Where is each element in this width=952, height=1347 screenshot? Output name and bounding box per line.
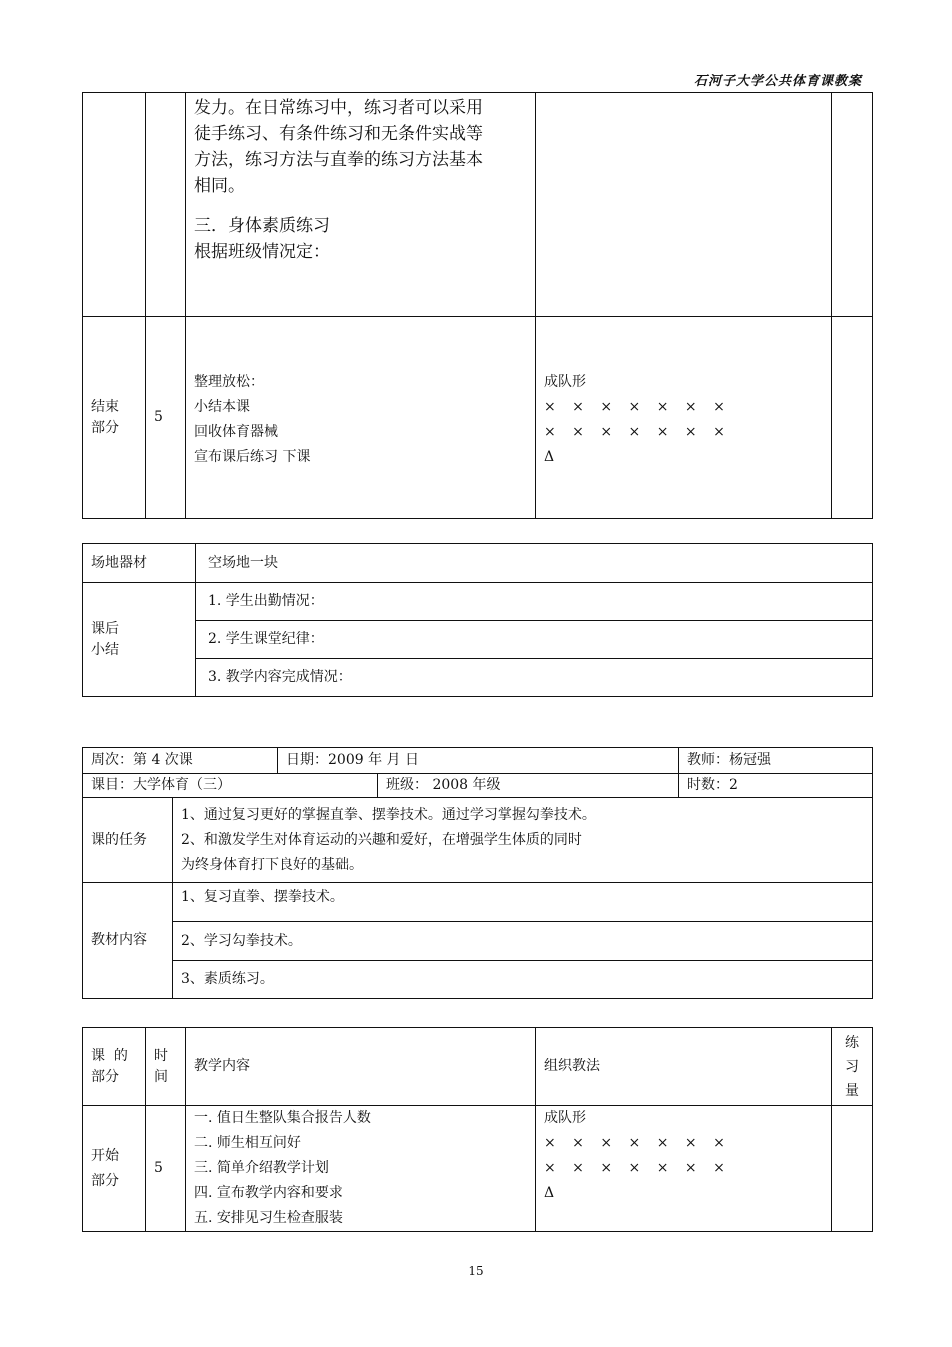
task-line: 为终身体育打下良好的基础。	[181, 856, 363, 873]
cont-content-cell	[186, 93, 536, 317]
end-org-cell	[536, 317, 832, 519]
lesson-info-table	[82, 747, 873, 999]
cont-amount-cell	[832, 93, 873, 317]
start-time-cell: 5	[146, 1106, 186, 1232]
header-time	[146, 1028, 186, 1106]
teacher-position-mark: Δ	[544, 448, 555, 465]
week-cell: 周次：第 4 次课	[83, 748, 278, 774]
formation-row: × × × × × × ×	[544, 1160, 731, 1176]
venue-label: 场地器材	[83, 544, 196, 583]
summary-item: 2. 学生课堂纪律：	[196, 621, 873, 659]
header-time-line: 间	[154, 1068, 168, 1085]
start-content-line: 二. 师生相互问好	[194, 1135, 301, 1151]
cont-part-cell	[83, 93, 146, 317]
start-content-line: 三. 简单介绍教学计划	[194, 1160, 329, 1176]
formation-row: × × × × × × ×	[544, 423, 731, 440]
page-header-title: 石河子大学公共体育课教案	[693, 74, 862, 89]
formation-label: 成队形	[544, 1110, 586, 1126]
header-amount-line: 练	[845, 1034, 859, 1051]
task-label: 课的任务	[83, 798, 173, 883]
summary-label	[83, 583, 196, 697]
continued-row	[83, 93, 873, 317]
lesson-plan-table	[82, 1027, 873, 1232]
header-part-line: 部分	[91, 1068, 119, 1085]
task-line: 1、通过复习更好的掌握直拳、摆拳技术。通过学习掌握勾拳技术。	[181, 806, 596, 823]
end-content-line: 小结本课	[194, 398, 250, 415]
start-part-line: 部分	[91, 1172, 119, 1189]
venue-value: 空场地一块	[196, 544, 873, 583]
task-content	[173, 798, 873, 883]
material-item: 3、素质练习。	[173, 961, 873, 999]
end-time-cell: 5	[146, 317, 186, 519]
end-content-line: 整理放松：	[194, 373, 264, 390]
teacher-position-mark: Δ	[544, 1185, 555, 1201]
formation-row: × × × × × × ×	[544, 398, 731, 415]
start-content-line: 一. 值日生整队集合报告人数	[194, 1110, 371, 1126]
summary-item: 1. 学生出勤情况：	[196, 583, 873, 621]
start-content-cell	[186, 1106, 536, 1232]
hours-cell: 时数：2	[679, 774, 873, 798]
start-part-cell	[83, 1106, 146, 1232]
header-amount	[832, 1028, 873, 1106]
class-cell: 班级： 2008 年级	[378, 774, 679, 798]
teacher-cell: 教师：杨冠强	[679, 748, 873, 774]
summary-item: 3. 教学内容完成情况：	[196, 659, 873, 697]
cont-line: 根据班级情况定：	[194, 242, 330, 262]
header-org: 组织教法	[536, 1028, 832, 1106]
header-part-line: 课 的	[91, 1047, 128, 1064]
task-line: 2、和激发学生对体育运动的兴趣和爱好，在增强学生体质的同时	[181, 831, 582, 848]
plan-header-row	[83, 1028, 873, 1106]
cont-line: 发力。在日常练习中，练习者可以采用	[194, 98, 483, 118]
header-content: 教学内容	[186, 1028, 536, 1106]
end-part-line: 部分	[91, 419, 119, 436]
header-amount-line: 习	[845, 1058, 859, 1075]
material-label: 教材内容	[83, 883, 173, 999]
header-part	[83, 1028, 146, 1106]
header-amount-line: 量	[845, 1082, 859, 1099]
start-part-line: 开始	[91, 1147, 119, 1164]
start-amount-cell	[832, 1106, 873, 1232]
date-cell: 日期：2009 年 月 日	[278, 748, 679, 774]
cont-line: 徒手练习、有条件练习和无条件实战等	[194, 124, 483, 144]
end-section-row	[83, 317, 873, 519]
material-item: 2、学习勾拳技术。	[173, 922, 873, 961]
material-item: 1、复习直拳、摆拳技术。	[173, 883, 873, 922]
end-content-line: 回收体育器械	[194, 423, 278, 440]
cont-line: 相同。	[194, 176, 245, 196]
page-number: 15	[468, 1264, 484, 1278]
lesson-plan-continued-table	[82, 92, 873, 519]
formation-row: × × × × × × ×	[544, 1135, 731, 1151]
start-content-line: 五. 安排见习生检查服装	[194, 1210, 343, 1226]
cont-time-cell	[146, 93, 186, 317]
start-org-cell	[536, 1106, 832, 1232]
start-content-line: 四. 宣布教学内容和要求	[194, 1185, 343, 1201]
end-amount-cell	[832, 317, 873, 519]
end-part-line: 结束	[91, 398, 119, 415]
end-part-cell	[83, 317, 146, 519]
course-cell: 课目：大学体育（三）	[83, 774, 378, 798]
summary-label-line: 小结	[91, 641, 119, 658]
end-content-cell	[186, 317, 536, 519]
cont-line: 三．身体素质练习	[194, 216, 330, 236]
header-time-line: 时	[154, 1047, 168, 1064]
cont-line: 方法，练习方法与直拳的练习方法基本	[194, 150, 483, 170]
end-content-line: 宣布课后练习 下课	[194, 448, 311, 465]
formation-label: 成队形	[544, 373, 586, 390]
cont-org-cell	[536, 93, 832, 317]
start-section-row	[83, 1106, 873, 1232]
venue-summary-table	[82, 543, 873, 697]
summary-label-line: 课后	[91, 620, 119, 637]
